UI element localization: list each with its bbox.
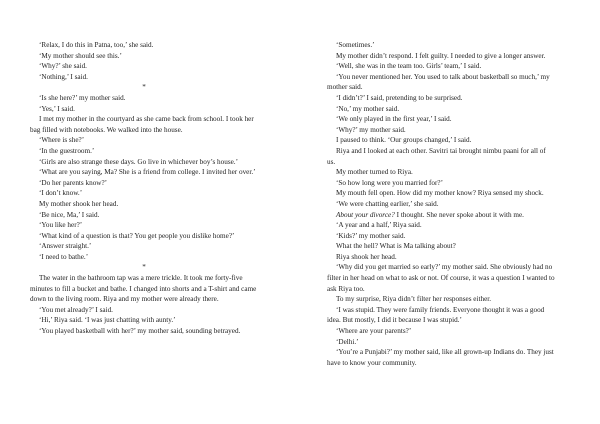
paragraph: ‘We were chatting earlier,’ she said. [336,199,439,208]
paragraph: Riya shook her head. [336,252,397,261]
paragraph: ‘Sometimes.’ [336,41,375,49]
section-break: * [142,263,146,272]
paragraph: ‘Yes,’ I said. [39,104,75,113]
paragraph: ‘Why did you get married so early?’ my mother said. She obviously had no filter in her head on what to ask or not. Of course, it was a question I wanted to ask Riya too. [327,263,555,293]
paragraph: ‘Be nice, Ma,’ I said. [39,210,100,219]
paragraph: I met my mother in the courtyard as she came back from school. I took her bag filled with notebooks. We walked into the house. [30,115,254,134]
right-page-text [327,40,555,368]
paragraph: ‘What kind of a question is that? You get people you dislike home?’ [39,231,235,240]
paragraph: ‘Is she here?’ my mother said. [39,93,126,102]
paragraph: What the hell? What is Ma talking about? [336,242,456,251]
paragraph-rest: I thought. She never spoke about it with me. [394,210,524,219]
paragraph: ‘You never mentioned her. You used to talk about basketball so much,’ my mother said. [327,72,550,92]
paragraph: ‘You met already?’ I said. [39,305,113,314]
paragraph: My mother shook her head. [39,199,119,208]
paragraph: ‘No,’ my mother said. [336,104,400,113]
paragraph: ‘We only played in the first year,’ I said. [336,115,452,124]
paragraph: I paused to think. ‘Our groups changed,’ I said. [336,136,472,145]
paragraph: ‘Do her parents know?’ [39,178,108,187]
paragraph: ‘You played basketball with her?’ my mother said, sounding betrayed. [39,327,241,336]
paragraph: ‘My mother should see this.’ [39,51,122,60]
paragraph: ‘In the guestroom.’ [39,146,95,155]
paragraph: ‘I don’t know.’ [39,189,83,198]
paragraph: ‘A year and a half,’ Riya said. [336,221,422,230]
left-page-text [30,40,258,337]
paragraph: The water in the bathroom tap was a mere trickle. It took me forty-five minutes to fill a bucket and bathe. I changed into shorts and a T-shirt and came down to the living room. Riya and my mother were already there. [30,274,257,304]
paragraph: My mother didn’t respond. I felt guilty. I needed to give a longer answer. [336,51,546,60]
paragraph: ‘Well, she was in the team too. Girls’ team,’ I said. [336,62,482,71]
paragraph: ‘I didn’t?’ I said, pretending to be surprised. [336,93,463,102]
paragraph: ‘I need to bathe.’ [39,252,89,261]
paragraph: ‘You like her?’ [39,221,83,230]
paragraph: My mouth fell open. How did my mother know? Riya sensed my shock. [336,189,544,198]
paragraph: ‘Nothing,’ I said. [39,72,88,81]
paragraph: ‘Relax, I do this in Patna, too,’ she said. [39,41,154,49]
italic-thought: About your divorce? [336,210,395,219]
paragraph: ‘Why?’ she said. [39,62,87,71]
paragraph: Riya and I looked at each other. Savitri tai brought nimbu paani for all of us. [327,146,546,166]
paragraph: ‘Answer straight.’ [39,242,92,251]
paragraph: ‘Where are your parents?’ [336,327,412,336]
paragraph: ‘You’re a Punjabi?’ my mother said, like all grown-up Indians do. They just have to know your community. [327,348,554,367]
paragraph: My mother turned to Riya. [336,168,413,177]
paragraph: To my surprise, Riya didn’t filter her responses either. [336,295,492,304]
paragraph: ‘Where is she?’ [39,136,85,145]
paragraph: ‘Why?’ my mother said. [336,125,406,134]
paragraph: ‘Kids?’ my mother said. [336,231,406,240]
paragraph: ‘Hi,’ Riya said. ‘I was just chatting with aunty.’ [39,316,176,325]
paragraph: ‘I was stupid. They were family friends. Everyone thought it was a good idea. But mostly, I did it because I was stupid.’ [327,305,545,325]
paragraph: ‘So how long were you married for?’ [336,178,443,187]
paragraph-italic-thought [327,210,555,221]
paragraph: ‘Girls are also strange these days. Go live in whichever boy’s house.’ [39,157,238,166]
paragraph: ‘What are you saying, Ma? She is a friend from college. I invited her over.’ [39,168,256,177]
section-break: * [142,83,146,92]
paragraph: ‘Delhi.’ [336,337,359,346]
